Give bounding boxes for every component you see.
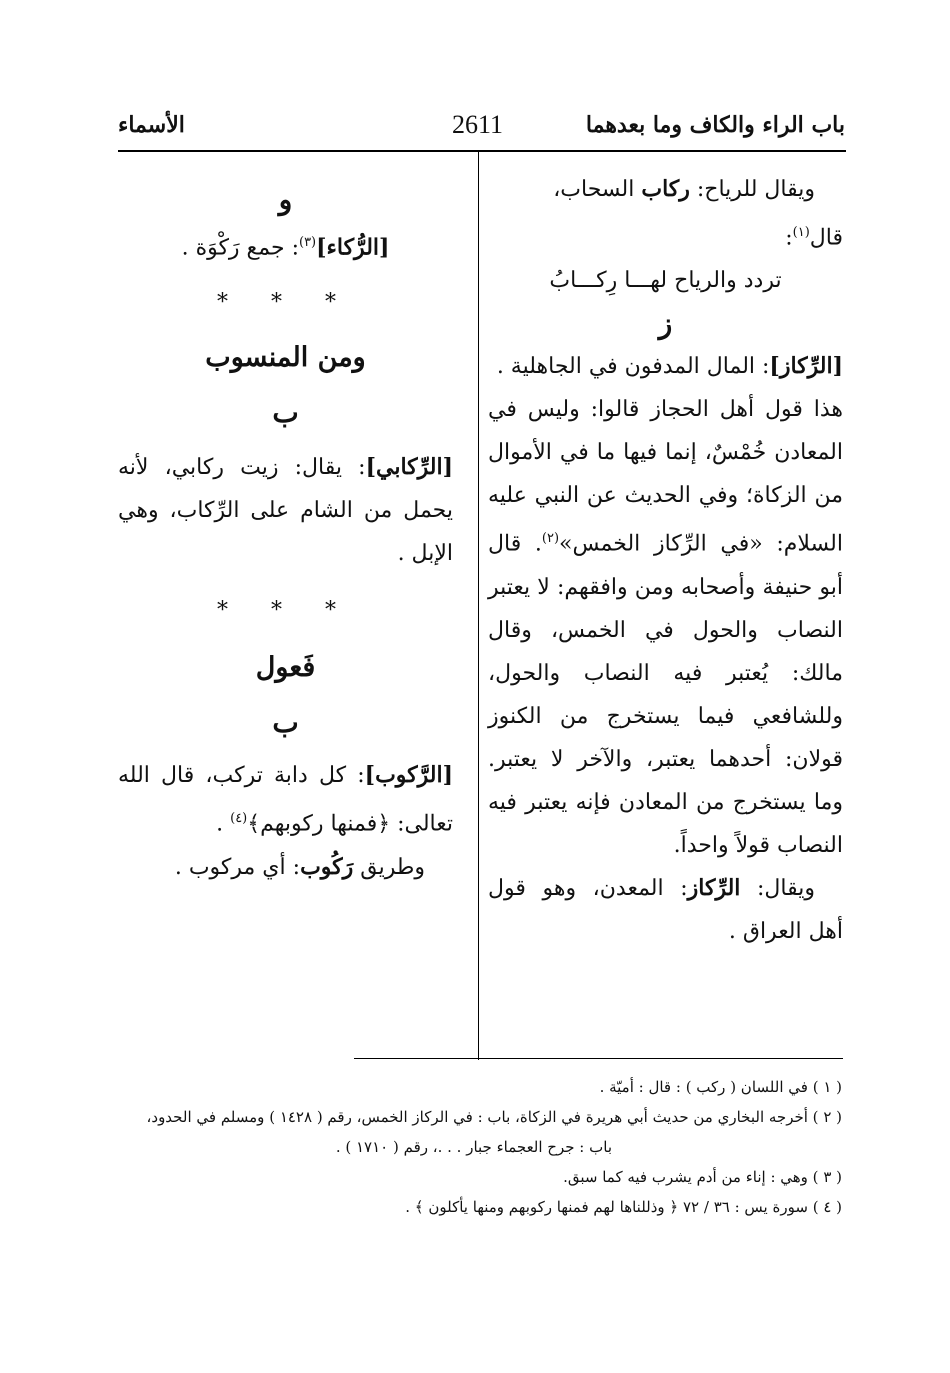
riyah-entry — [488, 168, 843, 211]
footnote: ( ٢ ) أخرجه البخاري من حديث أبي هريرة في الزكاة، باب : في الركاز الخمس، رقم ( ١٤٢٨ ) ومسلم في الحدود، — [146, 1108, 842, 1126]
term: الرِّكاز — [687, 874, 741, 901]
term: ركاب — [641, 176, 690, 202]
definition: : يقال: زيت ركابي، لأنه يحمل من الشام على الرِّكاب، وهي الإبل . — [118, 455, 453, 567]
term: [الرَّكوب] — [364, 762, 453, 789]
section-heading: فَعول — [255, 652, 316, 684]
term: رَكُوب — [300, 853, 354, 880]
definition: : المال المدفون في الجاهلية . — [496, 354, 770, 380]
page-number: 2611 — [452, 110, 504, 139]
text-run: وطريق — [353, 854, 425, 880]
footnote: ( ١ ) في اللسان ( ركب ) : قال : أميّة . — [599, 1078, 842, 1096]
section-heading: ومن المنسوب — [205, 342, 366, 374]
footnote: ( ٣ ) وهي : إناء من أدم يشرب فيه كما سبق. — [563, 1168, 842, 1186]
rakub-entry — [118, 754, 453, 845]
footnotes — [102, 1072, 842, 1222]
text-run: قال — [809, 225, 843, 251]
header-chapter-title: باب الراء والكاف وما بعدهما — [585, 112, 845, 138]
rukaa-entry — [118, 221, 453, 269]
footnote-ref: (٤) — [230, 811, 248, 827]
footnote-rule — [354, 1058, 843, 1059]
text-run: : أي مركوب . — [174, 854, 301, 880]
term: [الرُّكاء] — [316, 234, 390, 261]
text-run: السحاب، — [553, 177, 642, 202]
text-run: : المعدن، وهو قول أهل العراق . — [488, 875, 843, 944]
footnote: ( ٤ ) سورة يس : ٣٦ / ٧٢ ﴿ وذللناها لهم فمنها ركوبهم ومنها يأكلون ﴾ . — [405, 1198, 842, 1216]
letter-heading-b: ب — [272, 706, 299, 740]
tariq-rakub-entry — [118, 846, 453, 889]
verse-line: تردد والرياح لهـــا رِكـــابُ — [549, 268, 782, 294]
term: [الرِّكابي] — [365, 454, 453, 481]
text-run: . — [216, 811, 231, 837]
footnote-ref: (١) — [792, 225, 810, 240]
column-divider — [478, 150, 479, 1060]
text-run: ويقال: — [740, 875, 815, 901]
text-run: هذا قول أهل الحجاز قالوا: وليس في المعادن خُمْسٌ، إنما فيها ما في الأموال من الزكاة؛ وفي الحديث عن النبي عليه السلام: «في الرِّكاز الخمس» — [488, 397, 843, 557]
footnote-ref: (٣) — [298, 235, 317, 250]
section-separator: * * * — [217, 598, 354, 624]
definition: : جمع رَكْوَة . — [181, 235, 299, 261]
definition: : كل دابة تركب، قال الله تعالى: ﴿فمنها ركوبهم﴾ — [118, 763, 453, 837]
text-run: : — [785, 225, 793, 251]
text-run: ويقال للرياح: — [689, 177, 815, 202]
right-column — [488, 168, 843, 953]
poet-line — [488, 211, 843, 259]
term: [الرِّكاز] — [769, 353, 843, 380]
header-rule — [118, 150, 846, 152]
left-column — [118, 178, 453, 889]
rikaz-entry — [488, 345, 843, 388]
rikaz-iraq-entry — [488, 867, 843, 953]
section-separator: * * * — [217, 290, 354, 316]
text-run: . قال أبو حنيفة وأصحابه ومن وافقهم: لا يعتبر النصاب والحول في الخمس، وقال مالك: يُعتبر فيه النصاب والحول، وللشافعي فيما يستخرج من الكنوز قولان: أحدهما يعتبر، والآخر لا يعتبر. وما يستخرج من المعادن فإنه يعتبر فيه النصاب قولاً واحداً. — [488, 531, 843, 858]
letter-heading-w: و — [278, 183, 293, 216]
header-section-title: الأسماء — [118, 112, 185, 138]
letter-heading-z: ز — [658, 307, 673, 341]
letter-heading-b: ب — [272, 396, 299, 430]
rikaz-body — [488, 388, 843, 866]
footnote-continuation: باب : جرح العجماء جبار . . .، رقم ( ١٧١٠ ) . — [335, 1138, 612, 1156]
rikabi-entry — [118, 446, 453, 575]
footnote-ref: (٢) — [541, 531, 560, 547]
